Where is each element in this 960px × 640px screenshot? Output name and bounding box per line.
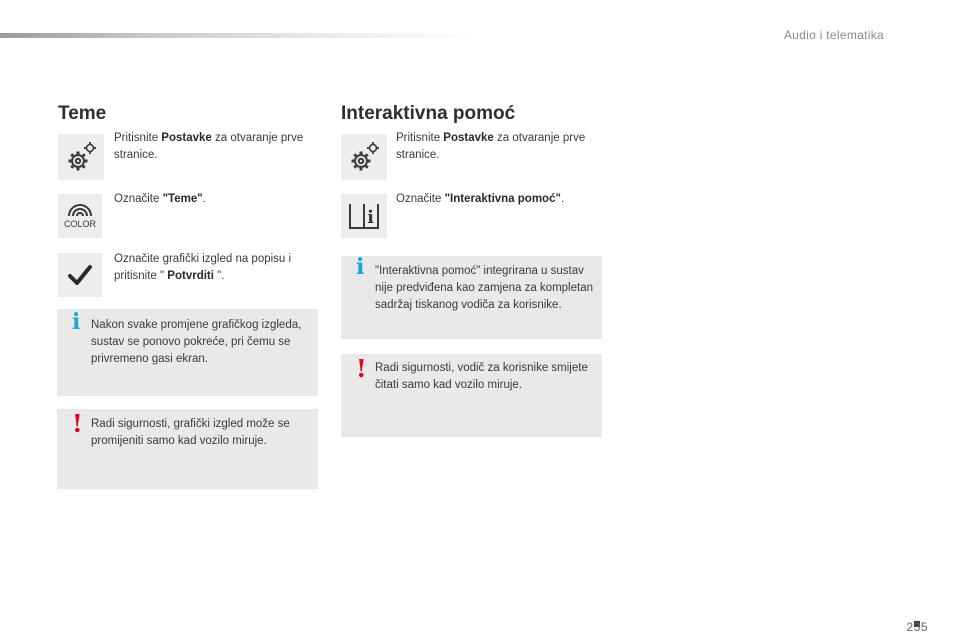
left-warning-text: Radi sigurnosti, grafički izgled može se promijeniti samo kad vozilo miruje.	[91, 418, 290, 447]
right-step2-icon-box	[341, 194, 387, 238]
info-icon: i	[356, 254, 365, 280]
checkmark-icon	[66, 261, 94, 289]
settings-gears-icon	[61, 137, 101, 177]
warning-icon: !	[72, 409, 83, 438]
settings-gears-icon	[344, 137, 384, 177]
left-step2-icon-box	[58, 194, 102, 238]
left-step2-text: Označite "Teme".	[114, 193, 206, 205]
right-section-title: Interaktivna pomoć	[341, 103, 516, 124]
left-step3-text: Označite grafički izgled na popisu i pritisnite " Potvrditi ".	[114, 253, 292, 282]
section-label: Audio i telematika	[783, 28, 884, 42]
right-info-text: "Interaktivna pomoć" integrirana u sustav nije predviđena kao zamjena za kompletan sadržaj tiskanog vodiča za korisnike.	[375, 265, 593, 311]
right-warning-note	[341, 354, 602, 437]
right-step1-text: Pritisnite Postavke za otvaranje prve stranice.	[396, 132, 586, 161]
right-info-note	[341, 256, 602, 339]
right-step2-text: Označite "Interaktivna pomoć".	[396, 193, 565, 205]
right-step1-icon-box	[341, 134, 387, 180]
page-number: 235	[906, 620, 928, 634]
svg-text:i: i	[367, 207, 374, 228]
warning-icon: !	[356, 354, 367, 383]
info-icon: i	[72, 309, 81, 335]
left-info-text: Nakon svake promjene grafičkog izgleda, sustav se ponovo pokreće, pri čemu se privremeno gasi ekran.	[91, 319, 302, 365]
color-theme-icon	[58, 194, 102, 238]
manual-book-icon	[344, 198, 384, 234]
color-icon-label: COLOR	[63, 219, 97, 229]
left-warning-note	[57, 409, 318, 489]
left-section-title: Teme	[58, 103, 107, 124]
right-warning-text: Radi sigurnosti, vodič za korisnike smijete čitati samo kad vozilo miruje.	[375, 362, 588, 391]
left-step1-icon-box	[58, 134, 104, 180]
left-info-note	[57, 309, 318, 396]
header-gradient-bar	[0, 33, 480, 38]
left-step3-icon-box	[58, 253, 102, 297]
left-step1-text: Pritisnite Postavke za otvaranje prve stranice.	[114, 132, 304, 161]
